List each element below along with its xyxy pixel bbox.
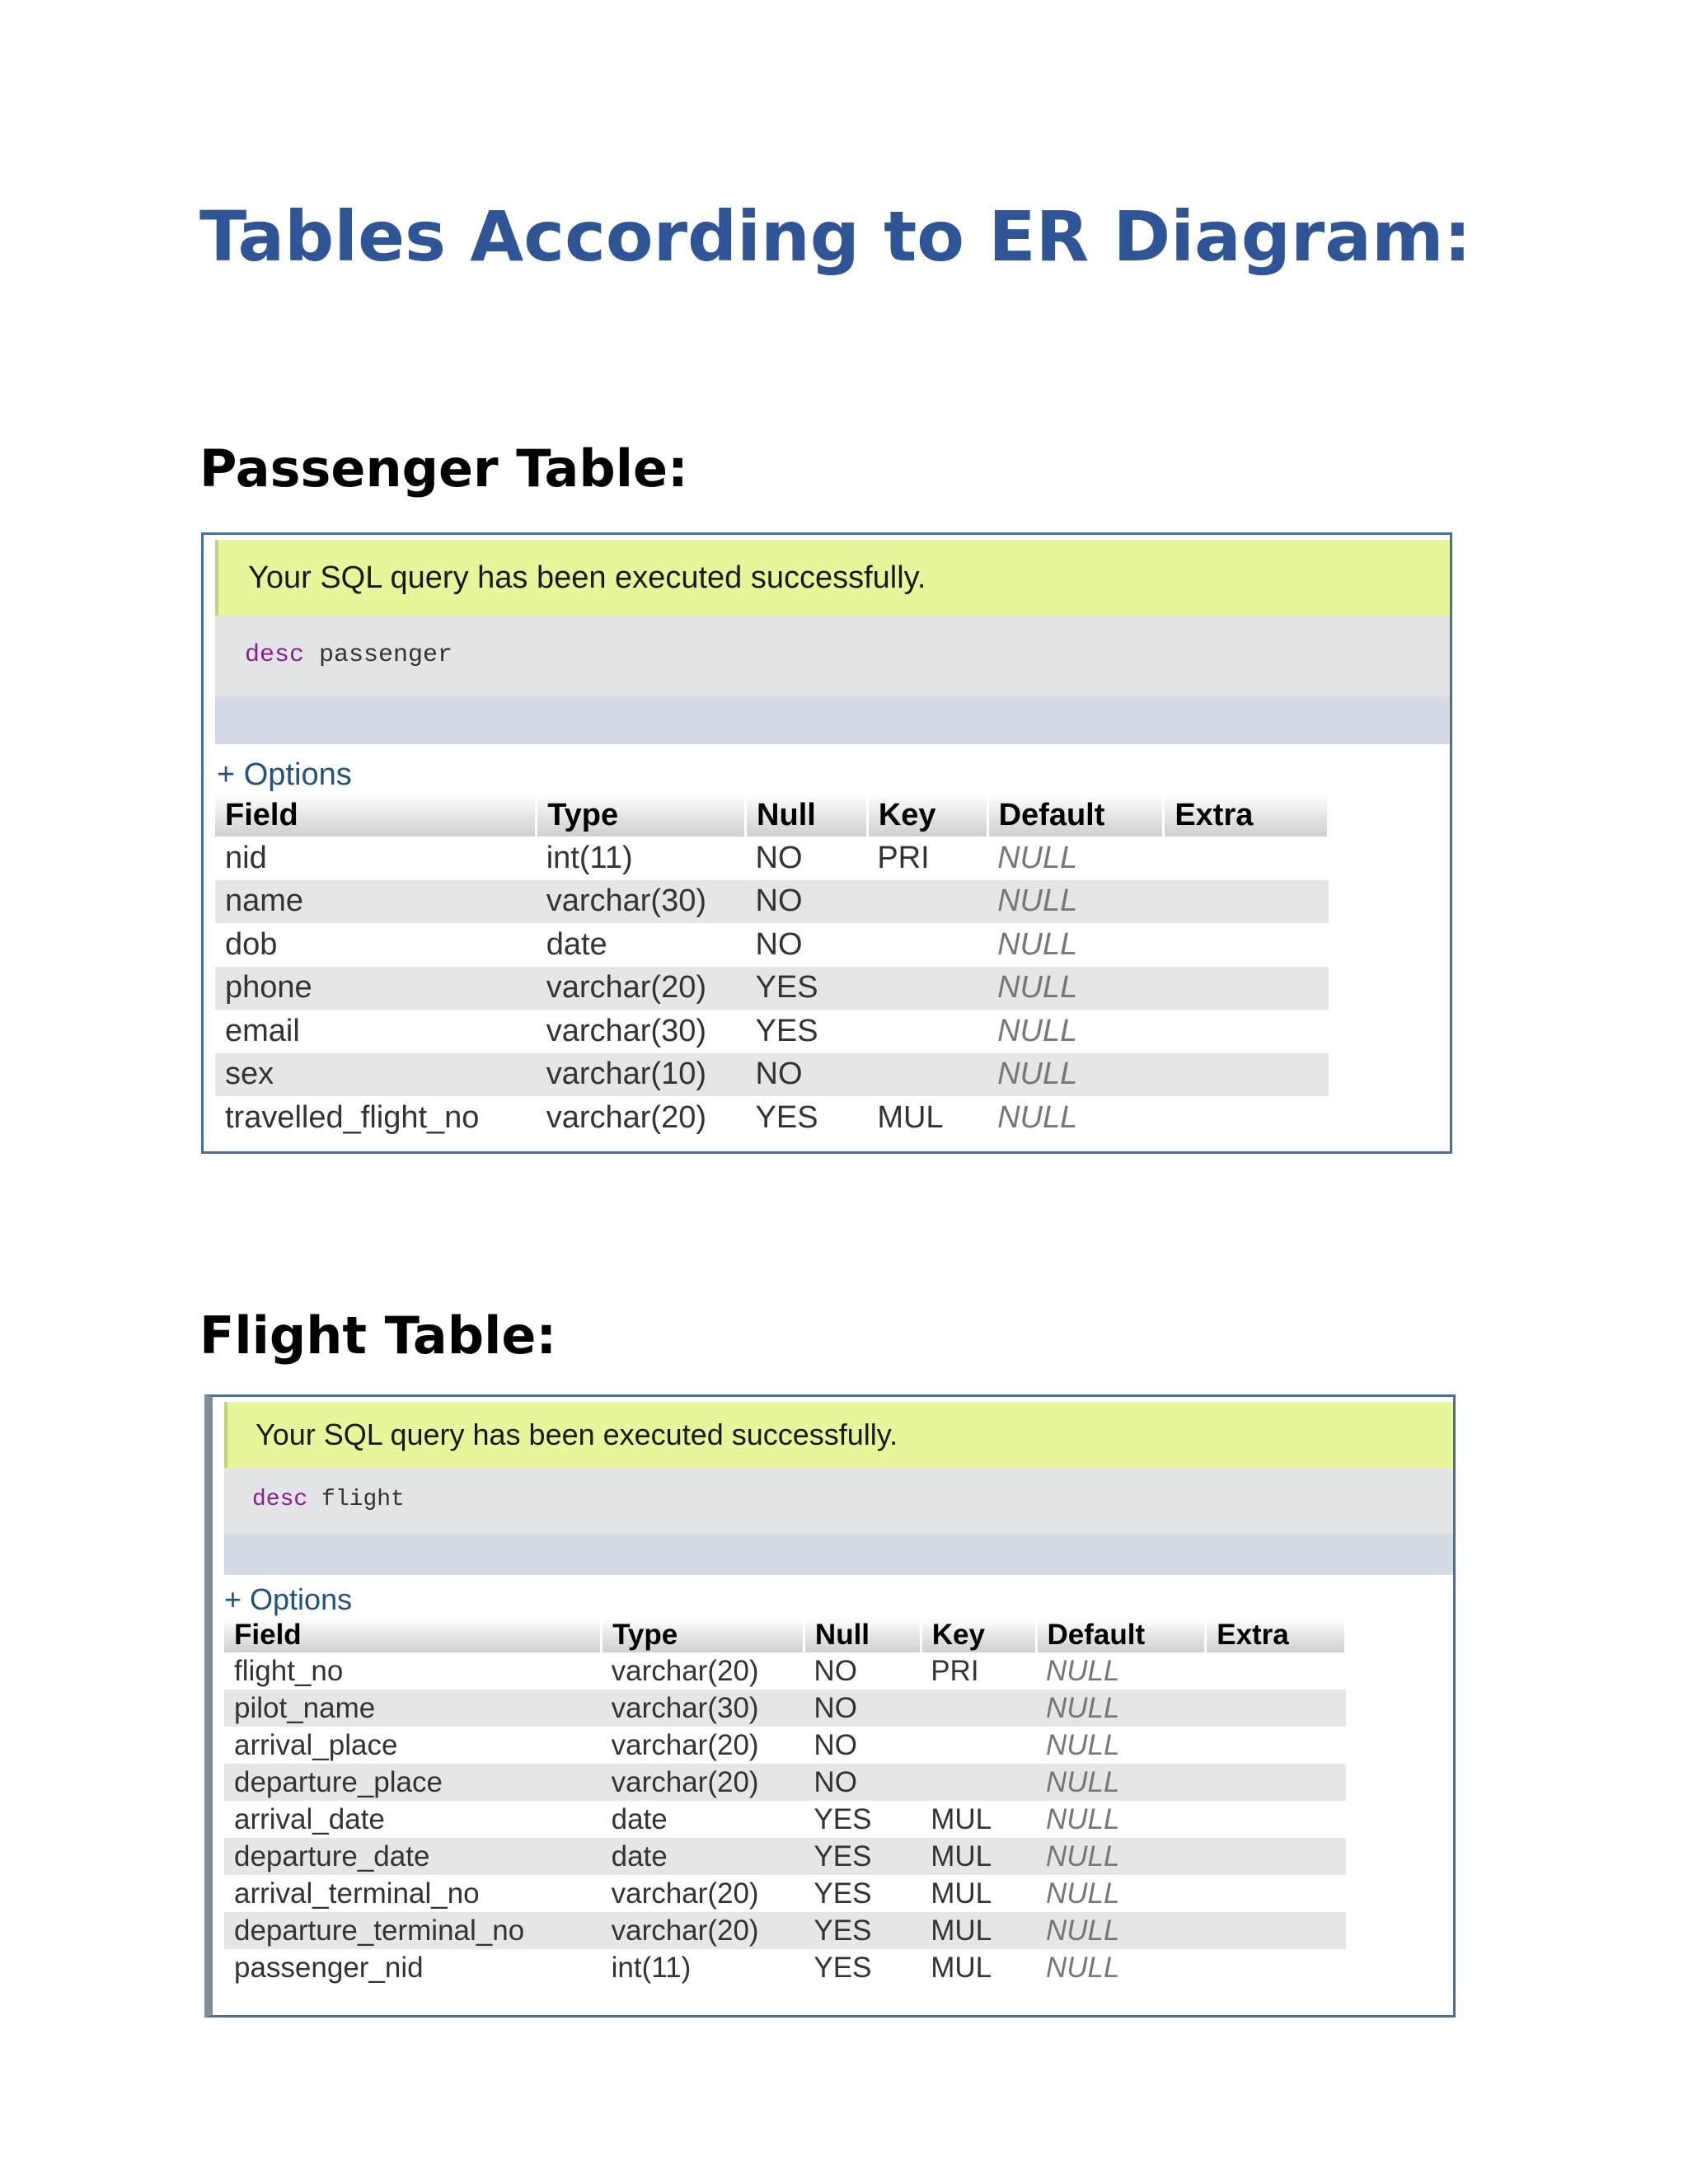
cell-key: MUL [921, 1801, 1036, 1838]
cell-key [921, 1727, 1036, 1764]
table-row [215, 837, 1329, 880]
cell-field: dob [215, 923, 537, 967]
cell-null: NO [746, 923, 868, 967]
sql-table-name: passenger [319, 641, 453, 669]
cell-type: date [537, 923, 746, 967]
cell-extra [1206, 1838, 1346, 1875]
sql-query [215, 616, 1450, 696]
cell-extra [1206, 1949, 1346, 1986]
cell-type: varchar(20) [537, 967, 746, 1010]
table-row [224, 1875, 1346, 1912]
column-header-type: Type [537, 794, 746, 837]
cell-null: YES [804, 1801, 921, 1838]
table-row [224, 1652, 1346, 1690]
cell-field: phone [215, 967, 537, 1010]
cell-null: YES [804, 1912, 921, 1949]
cell-extra [1164, 1053, 1329, 1097]
table-row [215, 1096, 1329, 1140]
cell-null: NO [804, 1764, 921, 1801]
sql-keyword: desc [252, 1487, 308, 1512]
cell-extra [1164, 1096, 1329, 1140]
cell-default: NULL [987, 923, 1164, 967]
column-header-key: Key [921, 1618, 1036, 1652]
cell-type: date [602, 1838, 804, 1875]
cell-extra [1206, 1764, 1346, 1801]
cell-field: departure_date [224, 1838, 602, 1875]
cell-null: NO [746, 837, 868, 880]
column-header-default: Default [1036, 1618, 1206, 1652]
query-toolbar [215, 696, 1450, 744]
cell-null: YES [804, 1949, 921, 1986]
cell-null: NO [804, 1652, 921, 1690]
cell-default: NULL [1036, 1875, 1206, 1912]
options-link[interactable]: + Options [217, 757, 352, 792]
cell-key [867, 967, 987, 1010]
column-header-default: Default [987, 794, 1164, 837]
column-header-null: Null [804, 1618, 921, 1652]
flight-structure-table [224, 1618, 1347, 1986]
page-title: Tables According to ER Diagram: [199, 196, 1472, 277]
cell-null: NO [804, 1690, 921, 1727]
passenger-query-screenshot [201, 532, 1452, 1154]
success-message: Your SQL query has been executed successfully. [224, 1402, 1453, 1468]
cell-default: NULL [987, 837, 1164, 880]
cell-key [867, 1010, 987, 1053]
column-header-field: Field [215, 794, 537, 837]
cell-field: departure_terminal_no [224, 1912, 602, 1949]
cell-field: travelled_flight_no [215, 1096, 537, 1140]
cell-extra [1206, 1912, 1346, 1949]
success-message: Your SQL query has been executed successfully. [215, 540, 1450, 616]
cell-field: nid [215, 837, 537, 880]
cell-type: varchar(20) [537, 1096, 746, 1140]
sql-query [224, 1468, 1453, 1534]
table-row [224, 1690, 1346, 1727]
table-row [215, 1053, 1329, 1097]
cell-type: varchar(20) [602, 1652, 804, 1690]
table-header-row [215, 794, 1329, 837]
cell-type: varchar(10) [537, 1053, 746, 1097]
table-row [224, 1912, 1346, 1949]
cell-type: varchar(20) [602, 1727, 804, 1764]
cell-type: varchar(30) [602, 1690, 804, 1727]
cell-field: name [215, 880, 537, 924]
cell-field: arrival_terminal_no [224, 1875, 602, 1912]
cell-type: varchar(20) [602, 1912, 804, 1949]
cell-default: NULL [987, 1010, 1164, 1053]
cell-extra [1164, 837, 1329, 880]
cell-extra [1206, 1690, 1346, 1727]
cell-extra [1164, 967, 1329, 1010]
cell-key [921, 1690, 1036, 1727]
cell-key: PRI [867, 837, 987, 880]
cell-field: arrival_date [224, 1801, 602, 1838]
cell-default: NULL [987, 1096, 1164, 1140]
options-link[interactable]: + Options [224, 1582, 353, 1616]
cell-default: NULL [1036, 1652, 1206, 1690]
cell-default: NULL [1036, 1912, 1206, 1949]
column-header-field: Field [224, 1618, 602, 1652]
cell-type: date [602, 1801, 804, 1838]
cell-default: NULL [1036, 1727, 1206, 1764]
cell-null: NO [746, 1053, 868, 1097]
cell-key [867, 880, 987, 924]
passenger-structure-table [215, 794, 1329, 1140]
cell-type: varchar(30) [537, 1010, 746, 1053]
cell-field: passenger_nid [224, 1949, 602, 1986]
cell-extra [1206, 1652, 1346, 1690]
cell-extra [1206, 1727, 1346, 1764]
cell-null: YES [746, 967, 868, 1010]
cell-key: MUL [921, 1912, 1036, 1949]
cell-key: MUL [867, 1096, 987, 1140]
cell-field: flight_no [224, 1652, 602, 1690]
cell-extra [1206, 1875, 1346, 1912]
column-header-extra: Extra [1164, 794, 1329, 837]
cell-key: MUL [921, 1949, 1036, 1986]
cell-extra [1164, 923, 1329, 967]
sql-table-name: flight [321, 1487, 405, 1512]
cell-key: MUL [921, 1875, 1036, 1912]
cell-default: NULL [987, 880, 1164, 924]
cell-type: varchar(20) [602, 1764, 804, 1801]
cell-default: NULL [1036, 1690, 1206, 1727]
column-header-type: Type [602, 1618, 804, 1652]
flight-query-screenshot [204, 1394, 1456, 2018]
cell-extra [1164, 880, 1329, 924]
cell-null: YES [804, 1838, 921, 1875]
cell-type: int(11) [602, 1949, 804, 1986]
sql-keyword: desc [245, 641, 305, 669]
cell-null: NO [804, 1727, 921, 1764]
cell-field: arrival_place [224, 1727, 602, 1764]
cell-type: varchar(20) [602, 1875, 804, 1912]
table-header-row [224, 1618, 1346, 1652]
cell-default: NULL [987, 1053, 1164, 1097]
cell-null: YES [746, 1096, 868, 1140]
table-row [224, 1838, 1346, 1875]
cell-null: YES [804, 1875, 921, 1912]
cell-default: NULL [1036, 1764, 1206, 1801]
cell-default: NULL [1036, 1949, 1206, 1986]
cell-default: NULL [987, 967, 1164, 1010]
cell-default: NULL [1036, 1838, 1206, 1875]
cell-null: YES [746, 1010, 868, 1053]
cell-extra [1206, 1801, 1346, 1838]
column-header-extra: Extra [1206, 1618, 1346, 1652]
table-row [224, 1949, 1346, 1986]
query-toolbar [224, 1534, 1453, 1575]
cell-null: NO [746, 880, 868, 924]
table-row [224, 1801, 1346, 1838]
cell-type: int(11) [537, 837, 746, 880]
cell-default: NULL [1036, 1801, 1206, 1838]
table-row [215, 923, 1329, 967]
column-header-key: Key [867, 794, 987, 837]
cell-field: pilot_name [224, 1690, 602, 1727]
flight-table-heading: Flight Table: [199, 1305, 557, 1366]
cell-key: PRI [921, 1652, 1036, 1690]
cell-key [867, 1053, 987, 1097]
cell-field: email [215, 1010, 537, 1053]
table-row [224, 1727, 1346, 1764]
table-row [215, 1010, 1329, 1053]
cell-field: departure_place [224, 1764, 602, 1801]
table-row [215, 967, 1329, 1010]
cell-type: varchar(30) [537, 880, 746, 924]
cell-key [867, 923, 987, 967]
cell-key [921, 1764, 1036, 1801]
cell-field: sex [215, 1053, 537, 1097]
cell-extra [1164, 1010, 1329, 1053]
table-row [215, 880, 1329, 924]
passenger-table-heading: Passenger Table: [199, 438, 688, 499]
table-row [224, 1764, 1346, 1801]
column-header-null: Null [746, 794, 868, 837]
cell-key: MUL [921, 1838, 1036, 1875]
